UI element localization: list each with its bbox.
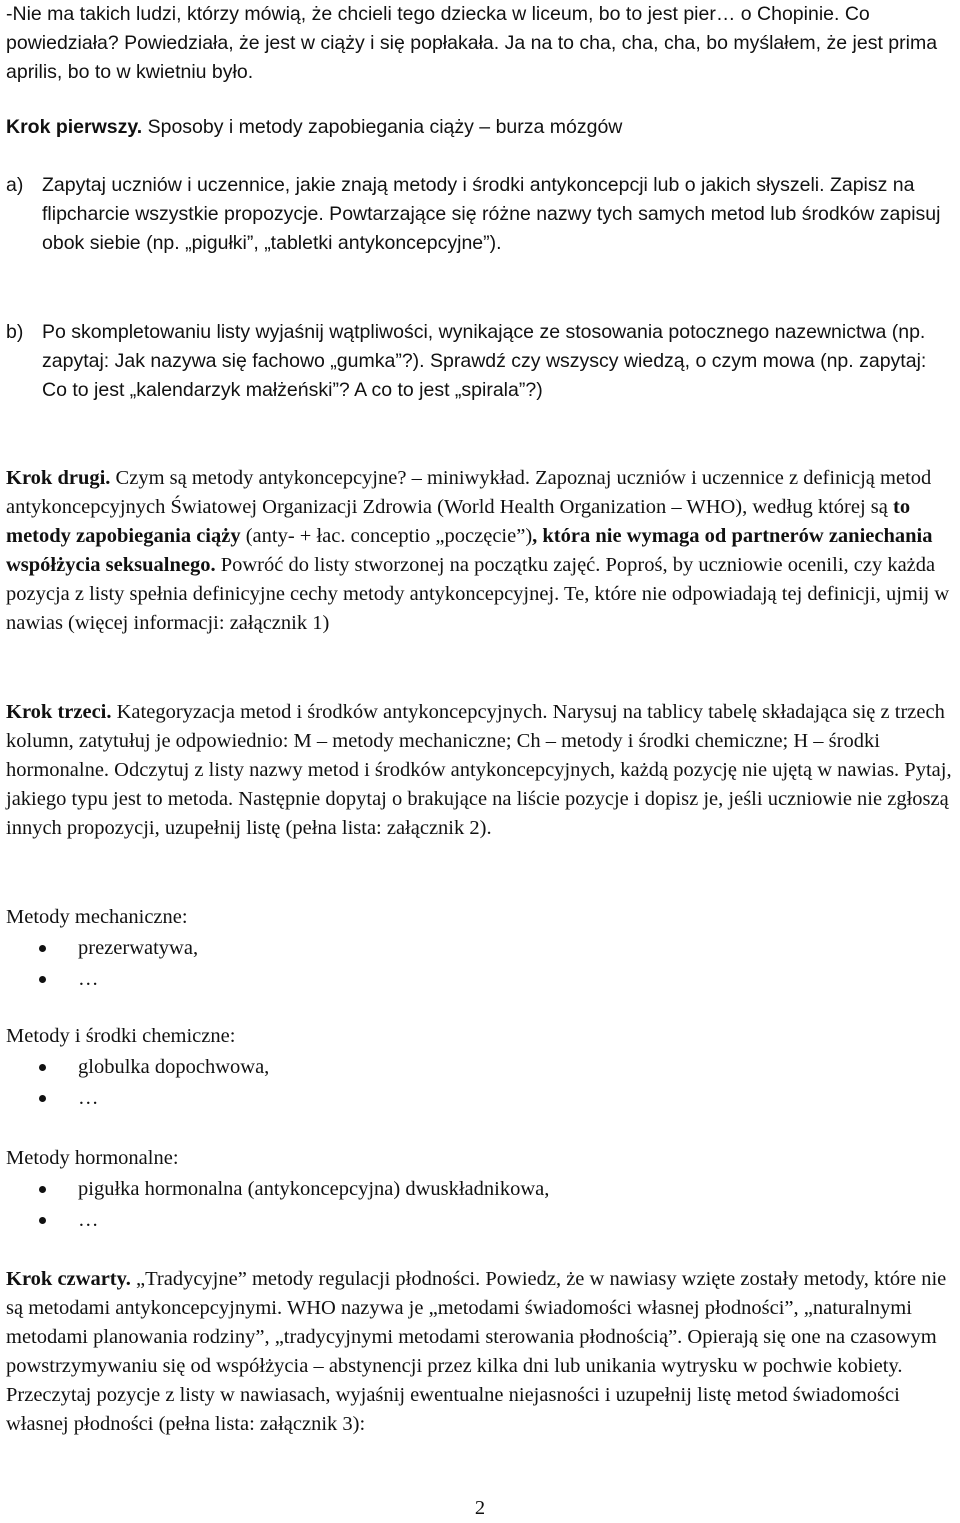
bullet-icon — [39, 1095, 46, 1102]
list-item-text: globulka dopochwowa, — [78, 1056, 270, 1078]
list-item — [6, 1206, 906, 1237]
bullet-icon — [39, 1064, 46, 1071]
step1-title: Sposoby i metody zapobiegania ciąży – burza mózgów — [142, 116, 623, 138]
step4-text: „Tradycyjne” metody regulacji płodności. Powiedz, że w nawiasy wzięte zostały metody, które nie są metodami antykoncepcyjnymi. WHO nazywa je „metodami świadomości własnej płodności”, „naturalnymi metodami planowania rodziny”, „tradycyjnymi metodami sterowania płodnością”. Opierają się one na czasowym powstrzymywaniu się od współżycia – abstynencji przez kilka dni lub unikania wytrysku w pochwie kobiety. Przeczytaj pozycje z listy w nawiasach, wyjaśnij ewentualne niejasności i uzupełnij listę metod świadomości własnej płodności (pełna lista: załącznik 3): — [6, 1268, 947, 1435]
step4-paragraph — [6, 1265, 956, 1439]
step2-definition-bold-2: , która nie wymaga od partnerów zaniechania współżycia seksualnego. — [6, 525, 933, 576]
list-item-text: prezerwatywa, — [78, 937, 199, 959]
chemical-methods-list — [6, 1053, 906, 1115]
step4-heading: Krok czwarty. — [6, 1268, 131, 1290]
step1-a-text: Zapytaj uczniów i uczennice, jakie znają metody i środki antykoncepcji lub o jakich słyszeli. Zapisz na flipcharcie wszystkie propozycje. Powtarzające się różne nazwy tych samych metod lub środków zapisuj obok siebie (np. „pigułki”, „tabletki antykoncepcyjne”). — [42, 174, 941, 254]
step2-text-1: Czym są metody antykoncepcyjne? – miniwykład. Zapoznaj uczniów i uczennice z definicją metod antykoncepcyjnych Światowej Organizacji Zdrowia (World Health Organization – WHO), według której są — [6, 467, 932, 518]
step2-text-2: (anty- + łac. conceptio „poczęcie”) — [240, 525, 533, 547]
step3-paragraph — [6, 698, 956, 843]
list-item-text: … — [78, 1087, 99, 1109]
bullet-icon — [39, 1217, 46, 1224]
step2-text-3: Powróć do listy stworzonej na początku zajęć. Poproś, by uczniowie ocenili, czy każda pozycja z listy spełnia definicyjne cechy metody antykoncepcyjnej. Te, które nie odpowiadają tej definicji, ujmij w nawias (więcej informacji: załącznik 1) — [6, 554, 950, 634]
bullet-icon — [39, 976, 46, 983]
list-item-text: pigułka hormonalna (antykoncepcyjna) dwuskładnikowa, — [78, 1178, 550, 1200]
step1-b-text: Po skompletowaniu listy wyjaśnij wątpliwości, wynikające ze stosowania potocznego nazewnictwa (np. zapytaj: Jak nazywa się fachowo „gumka”?). Sprawdź czy wszyscy wiedzą, o czym mowa (np. zapytaj: Co to jest „kalendarzyk małżeński”? A co to jest „spirala”?) — [42, 321, 927, 401]
list-item — [6, 965, 906, 996]
step1-a-label: a) — [6, 174, 24, 196]
bullet-icon — [39, 945, 46, 952]
step1-b-label: b) — [6, 321, 24, 343]
step2-heading: Krok drugi. — [6, 467, 111, 489]
list-item-text: … — [78, 1209, 99, 1231]
list-item — [6, 1084, 906, 1115]
hormonal-methods-label: Metody hormonalne: — [6, 1147, 179, 1169]
step1-heading: Krok pierwszy. — [6, 116, 143, 138]
list-item-text: … — [78, 968, 99, 990]
list-item — [6, 934, 906, 965]
step2-definition-bold: to metody zapobiegania ciąży — [6, 496, 911, 547]
step3-text: Kategoryzacja metod i środków antykoncepcyjnych. Narysuj na tablicy tabelę składająca się z trzech kolumn, zatytułuj je odpowiednio: M – metody mechaniczne; Ch – metody i środki chemiczne; H – środki hormonalne. Odczytuj z listy nazwy metod i środków antykoncepcyjnych, każdą pozycję nie ujętą w nawias. Pytaj, jakiego typu jest to metoda. Następnie dopytaj o brakujące na liście pozycje i dopisz je, jeśli uczniowie nie zgłoszą innych propozycji, uzupełnij listę (pełna lista: załącznik 2). — [6, 701, 952, 839]
bullet-icon — [39, 1186, 46, 1193]
page-number: 2 — [474, 1497, 486, 1519]
hormonal-methods-list — [6, 1175, 906, 1237]
step3-heading: Krok trzeci. — [6, 701, 112, 723]
mechanical-methods-list — [6, 934, 906, 996]
step2-paragraph — [6, 464, 956, 638]
list-item — [6, 1175, 906, 1206]
intro-quote: -Nie ma takich ludzi, którzy mówią, że chcieli tego dziecka w liceum, bo to jest pier… o Chopinie. Co powiedziała? Powiedziała, że jest w ciąży i się popłakała. Ja na to cha, cha, cha, bo myślałem, że jest prima aprilis, bo to w kwietniu było. — [6, 3, 938, 83]
chemical-methods-label: Metody i środki chemiczne: — [6, 1025, 236, 1047]
step1-paragraph — [6, 113, 956, 142]
list-item — [6, 1053, 906, 1084]
mechanical-methods-label: Metody mechaniczne: — [6, 906, 188, 928]
